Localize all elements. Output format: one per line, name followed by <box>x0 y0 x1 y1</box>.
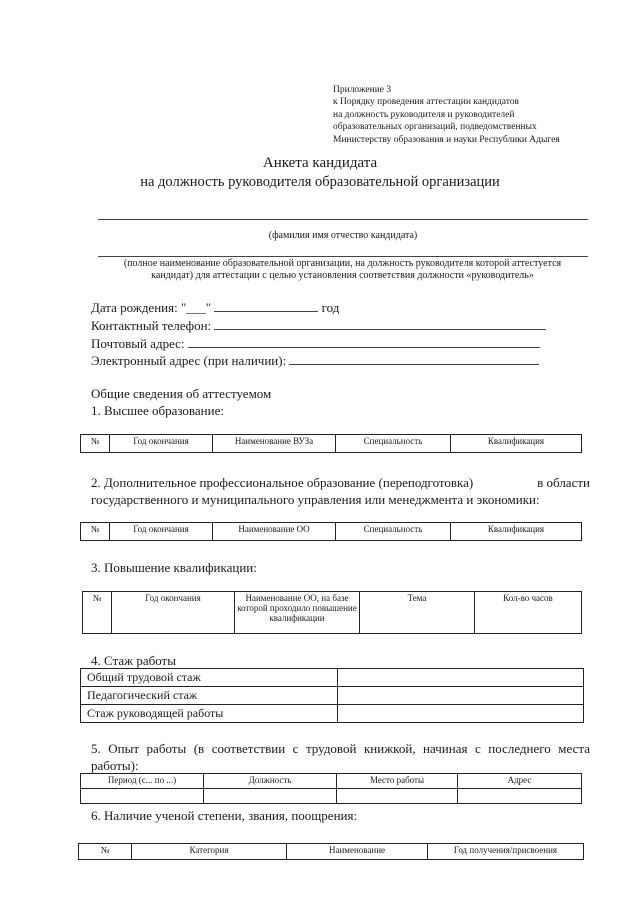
organization-caption-line: (полное наименование образовательной организации, на должность руководителя которой аттестуется <box>123 258 562 269</box>
table-header-cell: Категория <box>132 844 287 860</box>
degrees-table <box>78 843 584 860</box>
table-header-row <box>81 435 582 453</box>
post-address-input[interactable] <box>188 336 540 348</box>
qualification-table <box>82 591 582 634</box>
appendix-line: Приложение 3 <box>333 85 392 95</box>
table-row <box>81 705 584 723</box>
table-value-cell[interactable] <box>338 705 584 723</box>
organization-caption <box>90 258 595 282</box>
table-header-cell: Место работы <box>337 774 458 789</box>
additional-education-table <box>80 522 582 541</box>
table-header-cell: Адрес <box>458 774 582 789</box>
table-header-cell: Наименование ВУЗа <box>213 435 336 453</box>
table-header-cell: Тема <box>360 592 475 634</box>
form-subtitle: на должность руководителя образовательной организации <box>140 174 500 190</box>
section-1-heading: 1. Высшее образование: <box>91 403 224 418</box>
post-address-label: Почтовый адрес: <box>91 336 185 351</box>
birth-date-input[interactable] <box>214 300 318 312</box>
table-header-cell: № <box>81 523 110 541</box>
table-header-cell: Должность <box>204 774 337 789</box>
table-cell: Педагогический стаж <box>81 687 338 705</box>
section-6-heading: 6. Наличие ученой степени, звания, поощрения: <box>91 808 358 823</box>
table-header-row <box>83 592 582 634</box>
higher-education-table <box>80 434 582 453</box>
appendix-note <box>333 84 560 146</box>
table-row <box>81 789 582 804</box>
section-5-heading: 5. Опыт работы (в соответствии с трудовой книжкой, начиная с последнего места работы): <box>91 741 590 773</box>
email-field <box>91 353 539 369</box>
appendix-line: к Порядку проведения аттестации кандидатов <box>333 97 520 108</box>
table-header-cell: Год окончания <box>112 592 235 634</box>
table-header-row <box>81 523 582 541</box>
work-experience-table <box>80 773 582 804</box>
table-header-cell: Специальность <box>336 523 451 541</box>
table-header-cell: Год получения/присвоения <box>428 844 584 860</box>
appendix-line: образовательных организаций, подведомственных <box>333 122 537 133</box>
birth-year-label: год <box>321 300 340 315</box>
name-caption: (фамилия имя отчество кандидата) <box>268 230 418 241</box>
birth-date-label: Дата рождения: "___" <box>91 300 212 315</box>
phone-label: Контактный телефон: <box>91 318 212 333</box>
table-row <box>81 669 584 687</box>
name-line[interactable] <box>98 219 588 220</box>
table-cell: Общий трудовой стаж <box>81 669 338 687</box>
section-2-text: 2. Дополнительное профессиональное образование (переподготовка) <box>91 475 474 490</box>
table-cell[interactable] <box>337 789 458 804</box>
email-input[interactable] <box>289 353 539 365</box>
table-header-cell: Год окончания <box>110 435 213 453</box>
table-cell[interactable] <box>81 789 204 804</box>
table-value-cell[interactable] <box>338 669 584 687</box>
section-4-heading: 4. Стаж работы <box>91 653 176 668</box>
table-header-row <box>81 774 582 789</box>
appendix-line: Министерству образования и науки Республики Адыгея <box>333 134 560 145</box>
table-cell: Стаж руководящей работы <box>81 705 338 723</box>
organization-caption-line: кандидат) для аттестации с целью установления соответствия должности «руководитель» <box>151 270 534 281</box>
table-header-cell: № <box>79 844 132 860</box>
section-2-line2: государственного и муниципального управления или менеджмента и экономики: <box>91 492 540 507</box>
table-header-cell: Наименование <box>287 844 428 860</box>
general-heading: Общие сведения об аттестуемом <box>91 386 272 401</box>
table-header-cell: Кол-во часов <box>475 592 582 634</box>
section-2-line <box>91 475 590 491</box>
form-title: Анкета кандидата <box>262 155 378 171</box>
table-cell[interactable] <box>204 789 337 804</box>
table-header-cell: Квалификация <box>451 523 582 541</box>
table-header-row <box>79 844 584 860</box>
birth-date-field <box>91 300 339 316</box>
email-label: Электронный адрес (при наличии): <box>91 353 287 368</box>
table-cell[interactable] <box>458 789 582 804</box>
table-header-cell: № <box>81 435 110 453</box>
table-header-cell: Год окончания <box>110 523 213 541</box>
phone-field <box>91 318 546 334</box>
table-value-cell[interactable] <box>338 687 584 705</box>
table-header-cell: Наименование ОО, на базе которой проходило повышение квалификации <box>235 592 360 634</box>
appendix-line: на должность руководителя и руководителей <box>333 109 515 120</box>
table-header-cell: Специальность <box>336 435 451 453</box>
table-row <box>81 687 584 705</box>
phone-input[interactable] <box>214 318 546 330</box>
table-header-cell: Наименование ОО <box>213 523 336 541</box>
table-header-cell: № <box>83 592 112 634</box>
post-address-field <box>91 336 540 352</box>
experience-table <box>80 668 584 723</box>
table-header-cell: Период (с... по ...) <box>81 774 204 789</box>
section-3-heading: 3. Повышение квалификации: <box>91 560 257 575</box>
organization-line[interactable] <box>98 256 588 257</box>
table-header-cell: Квалификация <box>451 435 582 453</box>
section-2-text-end: в области <box>537 475 590 490</box>
